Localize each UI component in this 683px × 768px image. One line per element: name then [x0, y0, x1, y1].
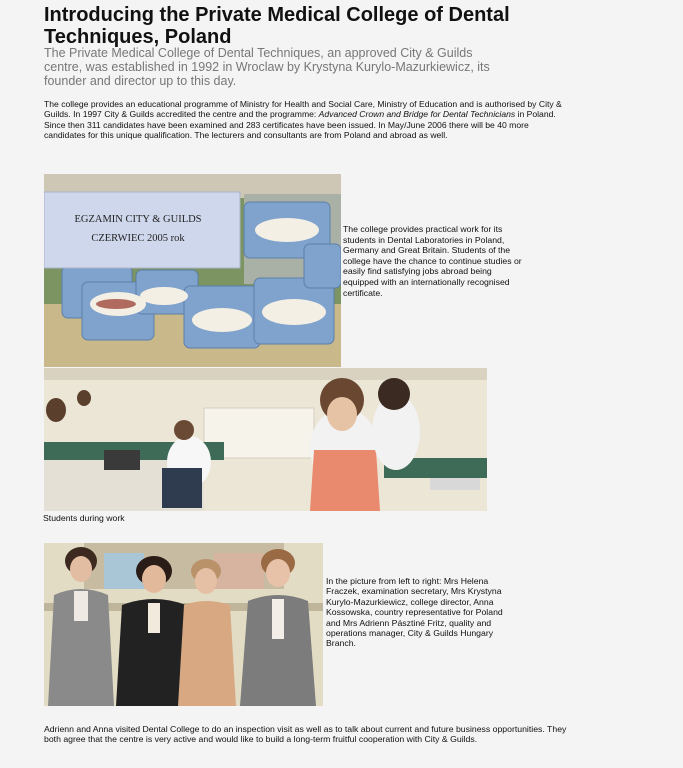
students-lab-photo [44, 368, 487, 511]
intro-text-start: The college provides an educational programme of Ministry for Health and Social Care, Ministry of Education and is authorised by City & Guilds. In 1997 City & Guilds accredited the centre and the programme: [44, 99, 562, 120]
photo3-caption: In the picture from left to right: Mrs Helena Fraczek, examination secretary, Mrs Krystyna Kurylo-Mazurkiewicz, college director, Anna Kossowska, country representative for Poland and Mrs Adrienn Pásztiné Fritz, quality and operations manager, City & Guilds Hungary Branch. [326, 576, 503, 649]
students-lab-illustration [44, 368, 487, 511]
group-illustration [44, 543, 323, 706]
photo1-caption: The college provides practical work for its students in Dental Laboratories in Poland, Germany and Great Britain. Students of the college have the chance to continue studies or easily find satisfying jobs abroad being equipped with an internationally recognised certificate. [343, 224, 522, 298]
photo2-caption: Students during work [43, 513, 125, 523]
closing-paragraph: Adrienn and Anna visited Dental College to do an inspection visit as well as to talk about current and future business opportunities. They both agree that the centre is very active and would like to build a long-term fruitful cooperation with City & Guilds. [44, 724, 567, 745]
exam-card-line1: EGZAMIN CITY & GUILDS [74, 214, 202, 225]
group-photo [44, 543, 323, 706]
intro-paragraph [44, 99, 564, 141]
intro-text-end: in Poland. Since then 311 candidates have been examined and 283 certificates have been issued. In May/June 2006 there will be 40 more candidates for this unique qualification. The lecturers and consultants are from Poland and abroad as well. [44, 109, 556, 141]
article-title: Introducing the Private Medical College of Dental Techniques, Poland [44, 4, 510, 48]
exam-card-line2: CZERWIEC 2005 rok [91, 233, 185, 244]
exam-card-text [58, 210, 218, 248]
programme-name: Advanced Crown and Bridge for Dental Technicians [318, 109, 516, 120]
dental-models-illustration [44, 174, 341, 367]
article-subtitle: The Private Medical College of Dental Techniques, an approved City & Guilds centre, was established in 1992 in Wroclaw by Krystyna Kurylo-Mazurkiewicz, its founder and director up to this day. [44, 46, 490, 88]
dental-models-photo [44, 174, 341, 367]
